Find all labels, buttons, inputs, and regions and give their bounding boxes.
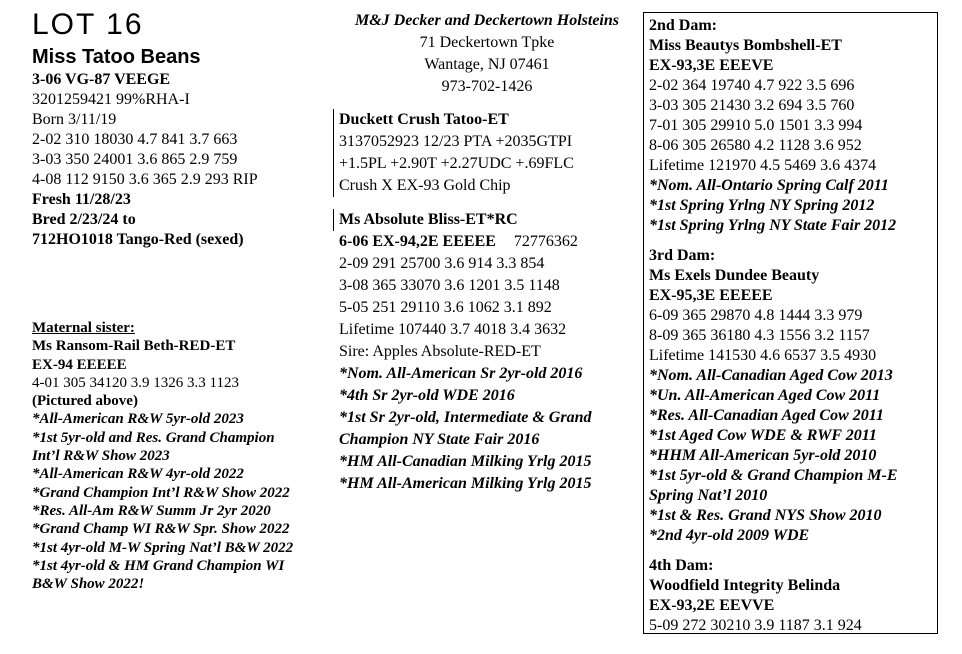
fourth-dam-classification: EX-93,2E EEVVE	[649, 597, 775, 614]
dam-record: 3-08 365 33070 3.6 1201 3.5 1148	[339, 277, 560, 294]
cow-record: 2-02 310 18030 4.7 841 3.7 663	[32, 131, 238, 148]
third-dam-block	[649, 246, 932, 546]
award-line: Int’l R&W Show 2023	[32, 448, 170, 465]
lot-number: LOT 16	[32, 8, 144, 41]
cow-classification: 3-06 VG-87 VEEGE	[32, 71, 171, 88]
sire-dam-column	[333, 0, 641, 495]
dam-name: Ms Absolute Bliss-ET*RC	[339, 211, 518, 228]
maternal-sister-record: 4-01 305 34120 3.9 1326 3.3 1123	[32, 374, 239, 391]
dam-sire: Sire: Apples Absolute-RED-ET	[339, 343, 541, 360]
second-dam-record: 7-01 305 29910 5.0 1501 3.3 994	[649, 117, 863, 134]
sire-block	[333, 109, 641, 197]
dam-classification: 6-06 EX-94,2E EEEEE	[339, 233, 496, 250]
fourth-dam-record: 5-09 272 30210 3.9 1187 3.1 924	[649, 617, 862, 634]
third-dam-record: 6-09 365 29870 4.8 1444 3.3 979	[649, 307, 863, 324]
award-line: *4th Sr 2yr-old WDE 2016	[339, 387, 515, 404]
award-line: *Res. All-Canadian Aged Cow 2011	[649, 407, 884, 424]
second-dam-record: 2-02 364 19740 4.7 922 3.5 696	[649, 77, 855, 94]
award-line: *2nd 4yr-old 2009 WDE	[649, 527, 810, 544]
sire-name: Duckett Crush Tatoo-ET	[339, 111, 509, 128]
second-dam-lifetime: Lifetime 121970 4.5 5469 3.6 4374	[649, 157, 877, 174]
award-line: *All-American R&W 4yr-old 2022	[32, 466, 244, 483]
fourth-dam-heading: 4th Dam:	[649, 557, 714, 574]
award-line: B&W Show 2022!	[32, 576, 145, 593]
cow-born: Born 3/11/19	[32, 111, 117, 128]
sire-proof: 3137052923 12/23 PTA +2035GTPI	[339, 133, 573, 150]
award-line: *Nom. All-Ontario Spring Calf 2011	[649, 177, 889, 194]
award-line: *1st 5yr-old & Grand Champion M-E	[649, 467, 898, 484]
award-line: *HM All-American Milking Yrlg 2015	[339, 475, 592, 492]
award-line: *Nom. All-American Sr 2yr-old 2016	[339, 365, 583, 382]
third-dam-lifetime: Lifetime 141530 4.6 6537 3.5 4930	[649, 347, 877, 364]
award-line: *1st 4yr-old M-W Spring Nat’l B&W 2022	[32, 539, 294, 556]
dam-record: 2-09 291 25700 3.6 914 3.3 854	[339, 255, 545, 272]
owner-name: M&J Decker and Deckertown Holsteins	[355, 12, 619, 29]
dam-record: 5-05 251 29110 3.6 1062 3.1 892	[339, 299, 552, 316]
fourth-dam-name: Woodfield Integrity Belinda	[649, 577, 841, 594]
second-dam-classification: EX-93,3E EEEVE	[649, 57, 774, 74]
award-line: *All-American R&W 5yr-old 2023	[32, 411, 244, 428]
award-line: *Grand Champion Int’l R&W Show 2022	[32, 484, 290, 501]
award-line: *1st Spring Yrlng NY State Fair 2012	[649, 217, 897, 234]
cow-fresh-date: Fresh 11/28/23	[32, 191, 131, 208]
dam-name-row	[333, 209, 641, 231]
cow-record: 4-08 112 9150 3.6 365 2.9 293 RIP	[32, 171, 258, 188]
cow-name: Miss Tatoo Beans	[32, 46, 201, 68]
cow-bred-date: Bred 2/23/24 to	[32, 211, 136, 228]
sire-pedigree: Crush X EX-93 Gold Chip	[339, 177, 511, 194]
award-line: Spring Nat’l 2010	[649, 487, 768, 504]
cow-registration: 3201259421 99%RHA-I	[32, 91, 190, 108]
award-line: *1st Aged Cow WDE & RWF 2011	[649, 427, 877, 444]
second-dam-record: 8-06 305 26580 4.2 1128 3.6 952	[649, 137, 862, 154]
third-dam-record: 8-09 365 36180 4.3 1556 3.2 1157	[649, 327, 870, 344]
second-dam-heading: 2nd Dam:	[649, 17, 718, 34]
award-line: *HM All-Canadian Milking Yrlg 2015	[339, 453, 592, 470]
award-line: *1st 5yr-old and Res. Grand Champion	[32, 429, 275, 446]
dam-registration: 72776362	[513, 233, 578, 250]
cow-bred-sire: 712HO1018 Tango-Red (sexed)	[32, 231, 244, 248]
third-dam-classification: EX-95,3E EEEEE	[649, 287, 773, 304]
maternal-sister-block	[32, 319, 332, 593]
award-line: *1st & Res. Grand NYS Show 2010	[649, 507, 882, 524]
award-line: *Res. All-Am R&W Summ Jr 2yr 2020	[32, 502, 271, 519]
owner-address: 71 Deckertown Tpke	[419, 34, 555, 51]
award-line: *HHM All-American 5yr-old 2010	[649, 447, 877, 464]
owner-city: Wantage, NJ 07461	[424, 56, 550, 73]
award-line: *Un. All-American Aged Cow 2011	[649, 387, 881, 404]
maternal-sister-heading: Maternal sister:	[32, 320, 135, 336]
third-dam-heading: 3rd Dam:	[649, 247, 716, 264]
second-dam-block	[649, 16, 932, 236]
second-dam-name: Miss Beautys Bombshell-ET	[649, 37, 842, 54]
award-line: *1st 4yr-old & HM Grand Champion WI	[32, 557, 285, 574]
second-dam-record: 3-03 305 21430 3.2 694 3.5 760	[649, 97, 855, 114]
maternal-sister-note: (Pictured above)	[32, 393, 138, 410]
award-line: *Nom. All-Canadian Aged Cow 2013	[649, 367, 893, 384]
award-line: Champion NY State Fair 2016	[339, 431, 540, 448]
dams-box	[643, 12, 938, 634]
third-dam-name: Ms Exels Dundee Beauty	[649, 267, 820, 284]
lot-column	[32, 0, 332, 593]
owner-block	[333, 10, 641, 98]
award-line: *1st Sr 2yr-old, Intermediate & Grand	[339, 409, 592, 426]
owner-phone: 973-702-1426	[441, 78, 533, 95]
maternal-sister-name: Ms Ransom-Rail Beth-RED-ET	[32, 338, 236, 355]
award-line: *Grand Champ WI R&W Spr. Show 2022	[32, 521, 290, 538]
fourth-dam-block	[649, 556, 932, 636]
award-line: *1st Spring Yrlng NY Spring 2012	[649, 197, 875, 214]
sire-traits: +1.5PL +2.90T +2.27UDC +.69FLC	[339, 155, 574, 172]
dam-block	[333, 231, 641, 495]
maternal-sister-classification: EX-94 EEEEE	[32, 356, 127, 373]
dam-lifetime: Lifetime 107440 3.7 4018 3.4 3632	[339, 321, 567, 338]
cow-record: 3-03 350 24001 3.6 865 2.9 759	[32, 151, 238, 168]
